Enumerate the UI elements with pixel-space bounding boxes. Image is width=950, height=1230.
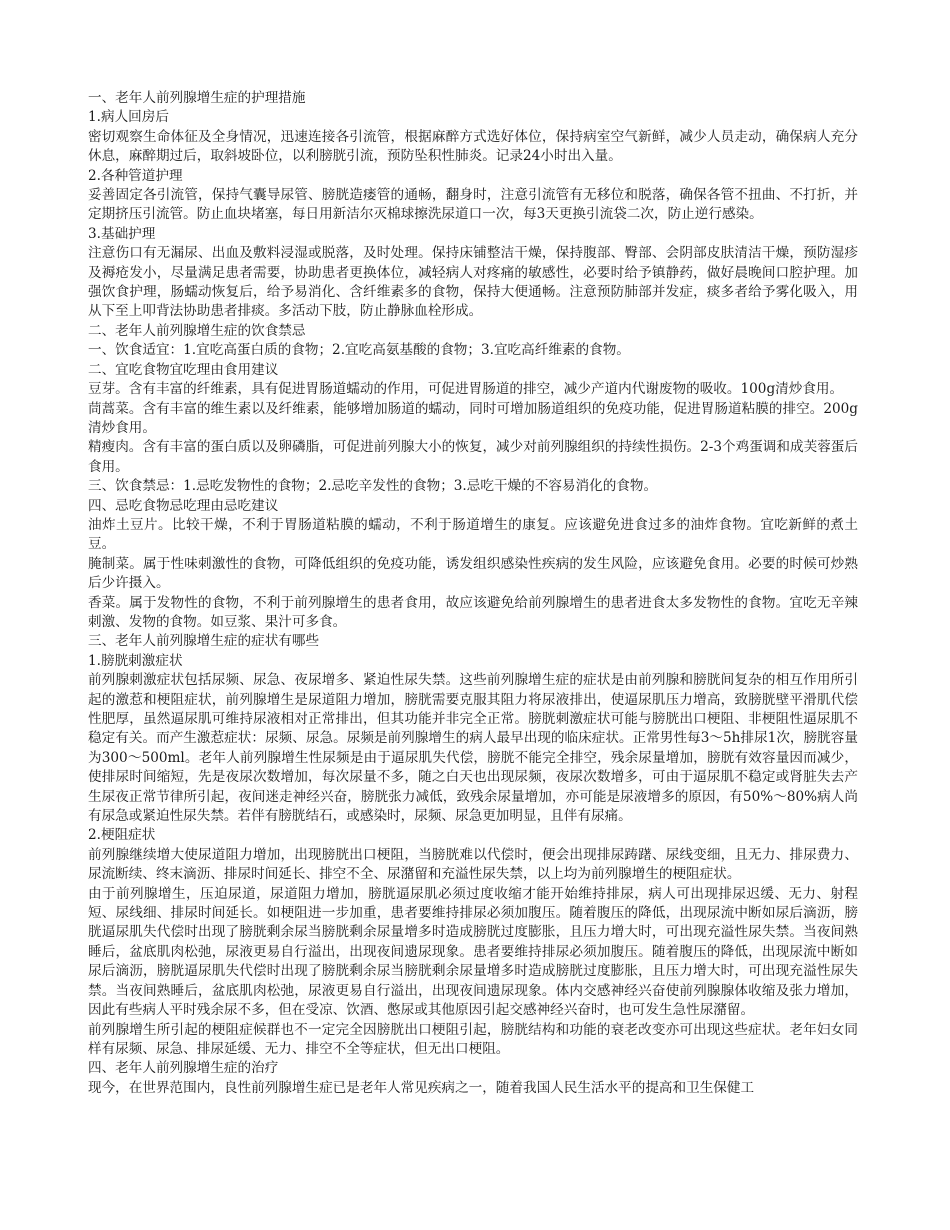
paragraph: 由于前列腺增生，压迫尿道，尿道阻力增加，膀胱逼尿肌必须过度收缩才能开始维持排尿，病人可出现排尿迟缓、无力、射程短、尿线细、排尿时间延长。如梗阻进一步加重，患者要维持排尿必须加腹压。随着腹压的降低，出现尿流中断如尿后滴沥，膀胱逼尿肌失代偿时出现了膀胱剩余尿当膀胱剩余尿量增多时造成膀胱过度膨胀，且压力增大时，可出现充溢性尿失禁。当夜间熟睡后，盆底肌肉松弛，尿液更易自行溢出，出现夜间遗尿现象。患者要维持排尿必须加腹压。随着腹压的降低，出现尿流中断如尿后滴沥，膀胱逼尿肌失代偿时出现了膀胱剩余尿当膀胱剩余尿量增多时造成膀胱过度膨胀，且压力增大时，可出现充溢性尿失禁。当夜间熟睡后，盆底肌肉松弛，尿液更易自行溢出，出现夜间遗尿现象。体内交感神经兴奋使前列腺腺体收缩及张力增加，因此有些病人平时残余尿不多，但在受凉、饮酒、憋尿或其他原因引起交感神经兴奋时，也可发生急性尿潴留。: [88, 885, 858, 1019]
section-heading: 一、老年人前列腺增生症的护理措施: [88, 90, 306, 106]
document-body: [88, 89, 858, 1098]
subsection-heading: 四、忌吃食物忌吃理由忌吃建议: [88, 497, 279, 514]
food-item: 香菜。属于发物性的食物，不利于前列腺增生的患者食用，故应该避免给前列腺增生的患者进食太多发物性的食物。宜吃无辛辣刺激、发物的食物。如豆浆、果汁可多食。: [88, 594, 858, 630]
food-item: 精瘦肉。含有丰富的蛋白质以及卵磷脂，可促进前列腺大小的恢复，减少对前列腺组织的持续性损伤。2-3个鸡蛋调和成芙蓉蛋后食用。: [88, 439, 858, 475]
food-item: 腌制菜。属于性味刺激性的食物，可降低组织的免疫功能，诱发组织感染性疾病的发生风险，应该避免食用。必要的时候可炒熟后少许摄入。: [88, 555, 858, 592]
subsection-heading: 2.各种管道护理: [88, 167, 183, 184]
diet-suitable-line: 一、饮食适宜：1.宜吃高蛋白质的食物；2.宜吃高氨基酸的食物；3.宜吃高纤维素的食物。: [88, 342, 630, 359]
paragraph-truncated: 现今，在世界范围内，良性前列腺增生症已是老年人常见疾病之一，随着我国人民生活水平的提高和卫生保健工: [88, 1079, 755, 1096]
paragraph: 前列腺刺激症状包括尿频、尿急、夜尿增多、紧迫性尿失禁。这些前列腺增生症的症状是由前列腺和膀胱间复杂的相互作用所引起的激惹和梗阻症状，前列腺增生是尿道阻力增加，膀胱需要克服其阻力将尿液排出，使逼尿肌压力增高，致膀胱壁平滑肌代偿性肥厚，虽然逼尿肌可维持尿液相对正常排出，但其功能并非完全正常。膀胱刺激症状可能与膀胱出口梗阻、非梗阻性逼尿肌不稳定有关。而产生激惹症状：尿频、尿急。尿频是前列腺增生的病人最早出现的临床症状。正常男性每3～5h排尿1次，膀胱容量为300～500ml。老年人前列腺增生性尿频是由于逼尿肌失代偿，膀胱不能完全排空，残余尿量增加，膀胱有效容量因而减少，使排尿时间缩短，先是夜尿次数增加，每次尿量不多，随之白天也出现尿频，夜尿次数增多，可由于逼尿肌不稳定或肾脏失去产生尿夜正常节律所引起，夜间迷走神经兴奋，膀胱张力减低，致残余尿量增加，亦可能是尿液增多的原因，有50%～80%病人尚有尿急或紧迫性尿失禁。若伴有膀胱结石，或感染时，尿频、尿急更加明显，且伴有尿痛。: [88, 672, 858, 825]
food-item: 豆芽。含有丰富的纤维素，具有促进胃肠道蠕动的作用，可促进胃肠道的排空，减少产道内代谢废物的吸收。100g清炒食用。: [88, 381, 844, 398]
paragraph: 妥善固定各引流管，保持气囊导尿管、膀胱造瘘管的通畅，翻身时，注意引流管有无移位和脱落，确保各管不扭曲、不打折，并定期挤压引流管。防止血块堵塞，每日用新洁尔灭棉球擦洗尿道口一次，每3天更换引流袋二次，防止逆行感染。: [88, 187, 858, 223]
subsection-heading: 1.病人回房后: [88, 109, 169, 126]
paragraph: 前列腺增生所引起的梗阻症候群也不一定完全因膀胱出口梗阻引起，膀胱结构和功能的衰老改变亦可出现这些症状。老年妇女同样有尿频、尿急、排尿延缓、无力、排空不全等症状，但无出口梗阻。: [88, 1021, 858, 1057]
paragraph: 密切观察生命体征及全身情况，迅速连接各引流管，根据麻醉方式选好体位，保持病室空气新鲜，减少人员走动，确保病人充分休息，麻醉期过后，取斜坡卧位，以利膀胱引流，预防坠积性肺炎。记录24小时出入量。: [88, 128, 858, 165]
paragraph: 前列腺继续增大使尿道阻力增加，出现膀胱出口梗阻，当膀胱难以代偿时，便会出现排尿踌躇、尿线变细，且无力、排尿费力、尿流断续、终末滴沥、排尿时间延长、排空不全、尿潴留和充溢性尿失禁，以上均为前列腺增生的梗阻症状。: [88, 846, 858, 883]
section-heading: 二、老年人前列腺增生症的饮食禁忌: [88, 322, 306, 339]
food-item: 油炸土豆片。比较干燥，不利于胃肠道粘膜的蠕动，不利于肠道增生的康复。应该避免进食过多的油炸食物。宜吃新鲜的煮土豆。: [88, 516, 858, 553]
section-heading: 三、老年人前列腺增生症的症状有哪些: [88, 633, 320, 650]
section-heading: 四、老年人前列腺增生症的治疗: [88, 1060, 279, 1077]
subsection-heading: 1.膀胱刺激症状: [88, 652, 183, 669]
subsection-heading: 3.基础护理: [88, 225, 156, 242]
diet-taboo-line: 三、饮食禁忌：1.忌吃发物性的食物；2.忌吃辛发性的食物；3.忌吃干燥的不容易消化的食物。: [88, 478, 658, 495]
paragraph: 注意伤口有无漏尿、出血及敷料浸湿或脱落，及时处理。保持床铺整洁干燥，保持腹部、臀部、会阴部皮肤清洁干燥，预防湿疹及褥疮发小，尽量满足患者需要，协助患者更换体位，减轻病人对疼痛的敏感性，必要时给予镇静药，做好晨晚间口腔护理。加强饮食护理，肠蠕动恢复后，给予易消化、含纤维素多的食物，保持大便通畅。注意预防肺部并发症，痰多者给予雾化吸入，用从下至上叩背法协助患者排痰。多活动下肢，防止静脉血栓形成。: [88, 245, 858, 320]
food-item: 茼蒿菜。含有丰富的维生素以及纤维素，能够增加肠道的蠕动，同时可增加肠道组织的免疫功能，促进胃肠道粘膜的排空。200g清炒食用。: [88, 400, 858, 436]
subsection-heading: 二、宜吃食物宜吃理由食用建议: [88, 361, 279, 378]
subsection-heading: 2.梗阻症状: [88, 827, 156, 844]
